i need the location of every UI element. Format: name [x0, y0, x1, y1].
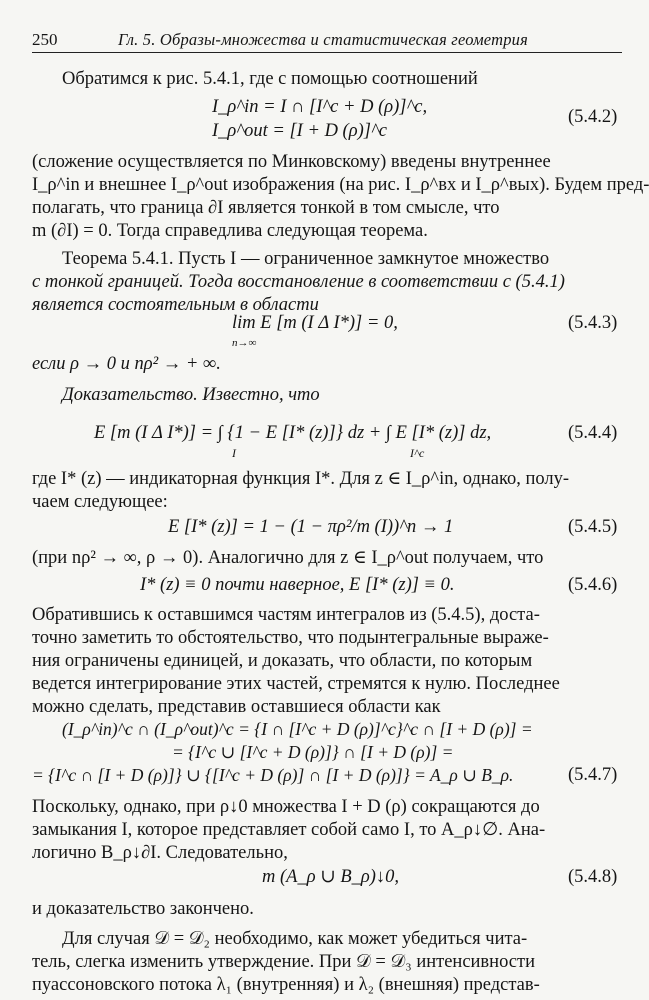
equation-number: (5.4.7) — [568, 765, 618, 785]
text-line: чаем следующее: — [32, 492, 168, 512]
page-header — [32, 30, 622, 53]
text-line: точно заметить то обстоятельство, что подынтегральные выраже- — [32, 628, 549, 648]
page-number: 250 — [32, 30, 58, 49]
equation-number: (5.4.4) — [568, 423, 618, 443]
text-line: пуассоновского потока λ₁ (внутренняя) и λ₂ (внешняя) представ- — [32, 975, 540, 995]
equation-number: (5.4.8) — [568, 867, 618, 887]
theorem-line: с тонкой границей. Тогда восстановление в соответствии с (5.4.1) — [32, 272, 565, 292]
text-line: полагать, что граница ∂I является тонкой в том смысле, что — [32, 198, 500, 218]
text-line: и доказательство закончено. — [32, 899, 254, 919]
equation-line: = {I^c ∪ [I^c + D (ρ)]} ∩ [I + D (ρ)] = — [172, 742, 454, 762]
equation-number: (5.4.5) — [568, 517, 618, 537]
text-line: можно сделать, представив оставшиеся области как — [32, 697, 441, 717]
equation-subscript: n→∞ — [232, 337, 257, 349]
equation-line: E [m (I Δ I*)] = ∫ {1 − E [I* (z)]} dz + ∫ E [I* (z)] dz, — [94, 423, 492, 443]
equation-line: m (A_ρ ∪ B_ρ)↓0, — [262, 867, 400, 887]
theorem-line: Теорема 5.4.1. Пусть I — ограниченное замкнутое множество — [62, 249, 550, 269]
text-line: замыкания I, которое представляет собой само I, то A_ρ↓∅. Ана- — [32, 820, 546, 840]
integral-limit: I — [232, 446, 236, 460]
text-line: где I* (z) — индикаторная функция I*. Для z ∈ I_ρ^in, однако, полу- — [32, 469, 570, 489]
integral-limit: I^c — [410, 446, 425, 460]
text-line: Обратимся к рис. 5.4.1, где с помощью соотношений — [62, 69, 478, 89]
text-line: Доказательство. Известно, что — [62, 385, 320, 405]
text-line: I_ρ^in и внешнее I_ρ^out изображения (на рис. I_ρ^вх и I_ρ^вых). Будем пред- — [32, 175, 649, 195]
equation-line: = {I^c ∩ [I + D (ρ)]} ∪ {[I^c + D (ρ)] ∩ [I + D (ρ)]} = A_ρ ∪ B_ρ. — [32, 765, 514, 785]
running-title: Гл. 5. Образы-множества и статистическая геометрия — [118, 30, 528, 49]
equation-number: (5.4.3) — [568, 313, 618, 333]
equation-line: I* (z) ≡ 0 почти наверное, E [I* (z)] ≡ 0. — [140, 575, 455, 595]
text-line: (при nρ² → ∞, ρ → 0). Аналогично для z ∈ I_ρ^out получаем, что — [32, 548, 544, 568]
text-line: Обратившись к оставшимся частям интегралов из (5.4.5), доста- — [32, 605, 540, 625]
equation-number: (5.4.2) — [568, 107, 618, 127]
equation-line: I_ρ^in = I ∩ [I^c + D (ρ)]^c, — [212, 97, 428, 117]
text-line: тель, слегка изменить утверждение. При 𝒟 = 𝒟₃ интенсивности — [32, 952, 535, 972]
text-line: ведется интегрирование этих частей, стремятся к нулю. Последнее — [32, 674, 560, 694]
text-line: если ρ → 0 и nρ² → + ∞. — [32, 354, 221, 374]
text-line: m (∂I) = 0. Тогда справедлива следующая теорема. — [32, 221, 428, 241]
equation-line: (I_ρ^in)^c ∩ (I_ρ^out)^c = {I ∩ [I^c + D (ρ)]^c}^c ∩ [I + D (ρ)] = — [62, 719, 533, 739]
equation-line: lim E [m (I Δ I*)] = 0, — [232, 313, 398, 333]
text-line: Для случая 𝒟 = 𝒟₂ необходимо, как может убедиться чита- — [62, 929, 528, 949]
equation-line: E [I* (z)] = 1 − (1 − πρ²/m (I))^n → 1 — [168, 517, 454, 537]
text-line: ния ограничены единицей, и доказать, что области, по которым — [32, 651, 533, 671]
equation-line: I_ρ^out = [I + D (ρ)]^c — [212, 121, 387, 141]
theorem-line: является состоятельным в области — [32, 295, 319, 315]
text-line: Поскольку, однако, при ρ↓0 множества I + D (ρ) сокращаются до — [32, 797, 540, 817]
text-line: логично B_ρ↓∂I. Следовательно, — [32, 843, 288, 863]
equation-number: (5.4.6) — [568, 575, 618, 595]
text-line: (сложение осуществляется по Минковскому) введены внутреннее — [32, 152, 551, 172]
